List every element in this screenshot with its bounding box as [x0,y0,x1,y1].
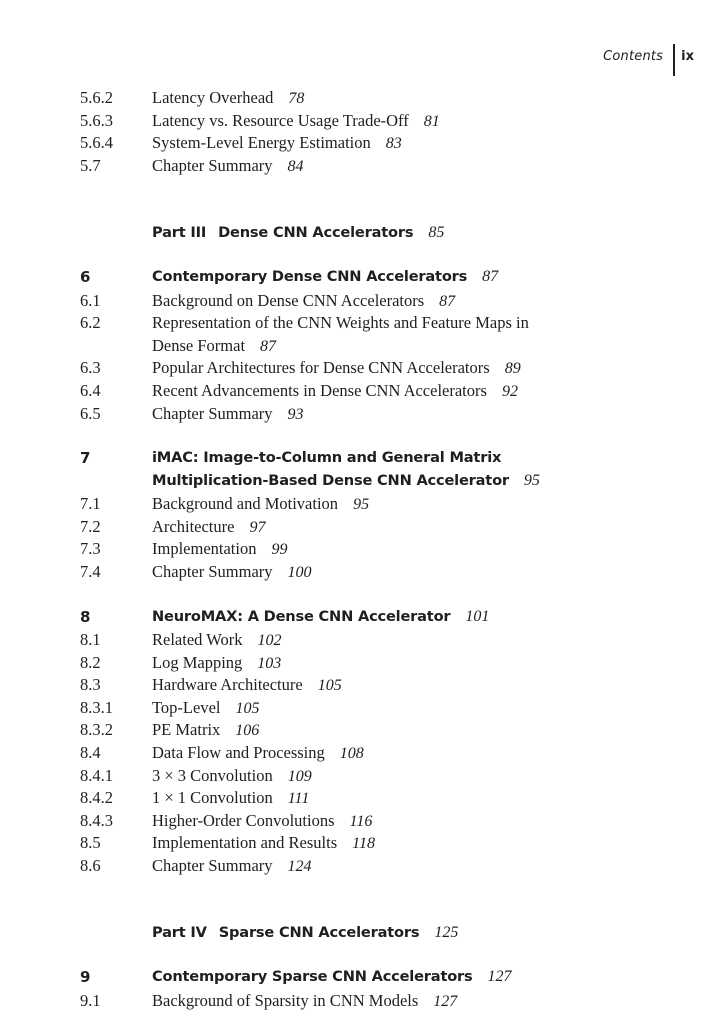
toc-entry-number: 6.1 [80,291,101,310]
toc-part-label: Part III [152,224,207,241]
toc-entry-title: Chapter Summary [152,156,273,175]
toc-entry-page: 84 [287,158,304,175]
toc-entry-number: 8.3.1 [80,698,113,717]
toc-entry-number: 8.2 [80,653,101,672]
toc-entry-number: 8.4.3 [80,811,113,830]
toc-entry-page: 118 [352,835,375,852]
toc-chapter-title: Contemporary Sparse CNN Accelerators [152,968,473,985]
toc-entry-title-continuation: Dense Format [152,336,246,355]
toc-entry-title: Architecture [152,517,235,536]
toc-entry-title: Data Flow and Processing [152,743,325,762]
toc-entry-title: Higher-Order Convolutions [152,811,335,830]
toc-entry-page: 105 [235,700,260,717]
toc-entry-number: 8.3 [80,675,101,694]
toc-chapter-title: iMAC: Image-to-Column and General Matrix [152,449,502,466]
toc-entry-number: 8.5 [80,833,101,852]
toc-entry-page: 111 [287,790,310,807]
toc-entry-page: 83 [385,135,402,152]
toc-entry-number: 8.4 [80,743,101,762]
toc-entry-title: Implementation and Results [152,833,338,852]
toc-entry-number: 7.4 [80,562,101,581]
toc-entry-page: 124 [287,858,312,875]
toc-chapter-title-continuation: Multiplication-Based Dense CNN Accelerator [152,472,509,489]
toc-entry-title: Popular Architectures for Dense CNN Accelerators [152,358,490,377]
toc-entry-page: 99 [271,541,288,558]
toc-entry-page: 95 [523,472,540,489]
toc-entry-page: 102 [257,632,282,649]
toc-entry-number: 5.6.3 [80,111,113,130]
toc-entry-number: 6.2 [80,313,101,332]
toc-entry-page: 106 [235,722,260,739]
toc-entry-title: Implementation [152,539,257,558]
toc-entry-page: 108 [339,745,364,762]
toc-entry-number: 8.4.1 [80,766,113,785]
toc-entry-page: 109 [287,768,312,785]
toc-entry-page: 127 [433,993,458,1010]
toc-chapter-number: 7 [80,449,91,467]
toc-entry-page: 85 [428,224,445,241]
toc-entry-number: 8.1 [80,630,101,649]
toc-entry-page: 116 [349,813,373,830]
toc-entry-title: Top-Level [152,698,221,717]
header-section-label: Contents [603,49,664,64]
toc-chapter-number: 6 [80,268,91,286]
toc-entry-title: Hardware Architecture [152,675,303,694]
toc-entry-number: 6.3 [80,358,101,377]
toc-entry-number: 6.4 [80,381,101,400]
toc-entry-page: 89 [504,360,521,377]
toc-entry-page: 125 [434,924,459,941]
toc-entry-number: 5.6.2 [80,88,113,107]
toc-entry-page: 81 [423,113,440,130]
toc-entry-title: Representation of the CNN Weights and Feature Maps in [152,313,529,332]
toc-part-label: Part IV [152,924,207,941]
toc-chapter-title: Contemporary Dense CNN Accelerators [152,268,468,285]
toc-entry-page: 92 [501,383,518,400]
running-header [603,44,694,76]
toc-entry-title: Background and Motivation [152,494,339,513]
toc-entry-page: 103 [257,655,282,672]
toc-entry-number: 9.1 [80,991,101,1010]
toc-entry-title: Related Work [152,630,243,649]
toc-chapter-number: 9 [80,968,91,986]
toc-entry-page: 87 [260,338,277,355]
toc-entry-title: 1 × 1 Convolution [152,788,273,807]
toc-entry-title: System-Level Energy Estimation [152,133,371,152]
toc-entry-page: 105 [317,677,342,694]
toc-entry-page: 87 [439,293,456,310]
toc-entry-number: 8.6 [80,856,101,875]
toc-entry-number: 6.5 [80,404,101,423]
toc-entry-title: Background of Sparsity in CNN Models [152,991,419,1010]
toc-entry-title: Recent Advancements in Dense CNN Accelerators [152,381,487,400]
toc-entry-page: 95 [353,496,370,513]
toc-entry-title: PE Matrix [152,720,221,739]
toc-entry-number: 5.7 [80,156,101,175]
toc-entry-number: 5.6.4 [80,133,113,152]
toc-entry-title: Latency vs. Resource Usage Trade-Off [152,111,409,130]
toc-entry-page: 100 [287,564,312,581]
toc-entry-number: 7.2 [80,517,101,536]
toc-entry-page: 101 [465,608,490,625]
toc-entry-title: Chapter Summary [152,404,273,423]
toc-entry-number: 7.3 [80,539,101,558]
toc-entry-title: Latency Overhead [152,88,274,107]
header-page-number: ix [681,49,694,64]
toc-entry-number: 8.3.2 [80,720,113,739]
toc-entry-page: 78 [288,90,305,107]
toc-entry-number: 7.1 [80,494,101,513]
toc-entry-number: 8.4.2 [80,788,113,807]
toc-part-title: Sparse CNN Accelerators [218,924,420,941]
toc-chapter-title: NeuroMAX: A Dense CNN Accelerator [152,608,451,625]
toc-entry-title: Chapter Summary [152,856,273,875]
toc-entry-page: 127 [487,968,512,985]
toc-chapter-number: 8 [80,608,91,626]
toc-entry-title: Chapter Summary [152,562,273,581]
toc-part-title: Dense CNN Accelerators [218,224,414,241]
toc-entry-page: 93 [287,406,304,423]
toc-entry-page: 97 [249,519,266,536]
toc-entry-page: 87 [482,268,499,285]
toc-entry-title: 3 × 3 Convolution [152,766,273,785]
header-divider [673,44,675,76]
toc-entry-title: Background on Dense CNN Accelerators [152,291,425,310]
toc-entry-title: Log Mapping [152,653,243,672]
